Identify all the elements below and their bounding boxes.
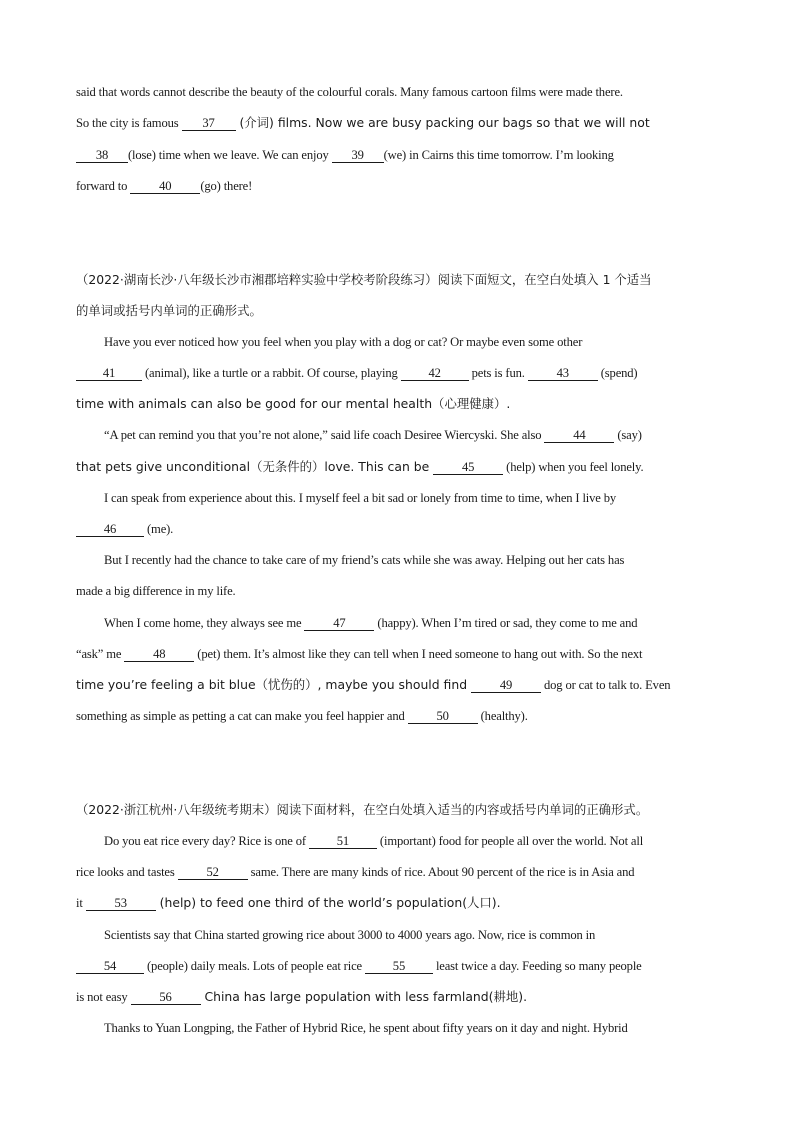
passage2-line10: When I come home, they always see me 47 (happy). When I’m tired or sad, they come to me and xyxy=(104,616,638,630)
passage3-line2: rice looks and tastes 52 same. There are many kinds of rice. About 90 percent of the rice is in Asia and xyxy=(76,865,635,879)
blank-44[interactable]: 44 xyxy=(544,428,614,443)
blank-46[interactable]: 46 xyxy=(76,522,144,537)
blank-50[interactable]: 50 xyxy=(408,709,478,724)
passage2-line6: I can speak from experience about this. I myself feel a bit sad or lonely from time to time, when I live by xyxy=(104,491,617,505)
passage2-line4: “A pet can remind you that you’re not alone,” said life coach Desiree Wiercyski. She also 44 (say) xyxy=(104,428,642,442)
blank-37[interactable]: 37 xyxy=(182,116,236,131)
passage2-line8: But I recently had the chance to take care of my friend’s cats while she was away. Helping out her cats has xyxy=(104,553,625,567)
blank-39[interactable]: 39 xyxy=(332,148,384,163)
blank-51[interactable]: 51 xyxy=(309,834,377,849)
passage2-line9: made a big difference in my life. xyxy=(76,584,236,598)
passage2-line7: 46 (me). xyxy=(76,521,718,537)
blank-54[interactable]: 54 xyxy=(76,959,144,974)
passage1-line1: said that words cannot describe the beauty of the colourful corals. Many famous cartoon films were made there. xyxy=(76,85,623,99)
passage3-line3: it 53 (help) to feed one third of the world’s population(人口). xyxy=(76,895,501,910)
blank-56[interactable]: 56 xyxy=(131,990,201,1005)
passage2-line12: time you’re feeling a bit blue（忧伤的）, maybe you should find 49 dog or cat to talk to. Even xyxy=(76,677,671,692)
passage1-line4: forward to 40 (go) there! xyxy=(76,179,253,193)
passage2-line5: that pets give unconditional（无条件的）love. This can be 45 (help) when you feel lonely. xyxy=(76,459,644,474)
passage1-line3: 38 (lose) time when we leave. We can enjoy 39 (we) in Cairns this time tomorrow. I’m looking xyxy=(76,147,718,163)
blank-38[interactable]: 38 xyxy=(76,148,128,163)
passage1-line2: So the city is famous 37 (介词) films. Now we are busy packing our bags so that we will not xyxy=(76,115,650,130)
blank-42[interactable]: 42 xyxy=(401,366,469,381)
passage3-line4: Scientists say that China started growing rice about 3000 to 4000 years ago. Now, rice is common in xyxy=(104,928,596,942)
passage2-line13: something as simple as petting a cat can make you feel happier and 50 (healthy). xyxy=(76,709,528,723)
passage2-line11: “ask” me 48 (pet) them. It’s almost like they can tell when I need someone to hang out with. So the next xyxy=(76,647,643,661)
blank-43[interactable]: 43 xyxy=(528,366,598,381)
passage3-line5: 54 (people) daily meals. Lots of people eat rice 55 least twice a day. Feeding so many people xyxy=(76,958,718,974)
passage2-line3: time with animals can also be good for our mental health（心理健康）. xyxy=(76,396,511,411)
blank-49[interactable]: 49 xyxy=(471,678,541,693)
passage3-intro: （2022·浙江杭州·八年级统考期末）阅读下面材料，在空白处填入适当的内容或括号内单词的正确形式。 xyxy=(76,802,649,817)
blank-47[interactable]: 47 xyxy=(304,616,374,631)
passage3-line1: Do you eat rice every day? Rice is one of 51 (important) food for people all over the world. Not all xyxy=(104,834,644,848)
blank-52[interactable]: 52 xyxy=(178,865,248,880)
passage3-line6: is not easy 56 China has large population with less farmland(耕地). xyxy=(76,989,528,1004)
blank-40[interactable]: 40 xyxy=(130,179,200,194)
passage2-line1: Have you ever noticed how you feel when you play with a dog or cat? Or maybe even some other xyxy=(104,335,583,349)
passage3-line7: Thanks to Yuan Longping, the Father of Hybrid Rice, he spent about fifty years on it day and night. Hybrid xyxy=(104,1021,628,1035)
passage2-intro-line1: （2022·湖南长沙·八年级长沙市湘郡培粹实验中学校考阶段练习）阅读下面短文，在空白处填入 1 个适当 xyxy=(76,272,652,287)
blank-55[interactable]: 55 xyxy=(365,959,433,974)
blank-41[interactable]: 41 xyxy=(76,366,142,381)
blank-53[interactable]: 53 xyxy=(86,896,156,911)
blank-48[interactable]: 48 xyxy=(124,647,194,662)
blank-45[interactable]: 45 xyxy=(433,460,503,475)
passage2-line2: 41 (animal), like a turtle or a rabbit. Of course, playing 42 pets is fun. 43 (spend) xyxy=(76,365,718,381)
passage2-intro-line2: 的单词或括号内单词的正确形式。 xyxy=(76,303,262,318)
